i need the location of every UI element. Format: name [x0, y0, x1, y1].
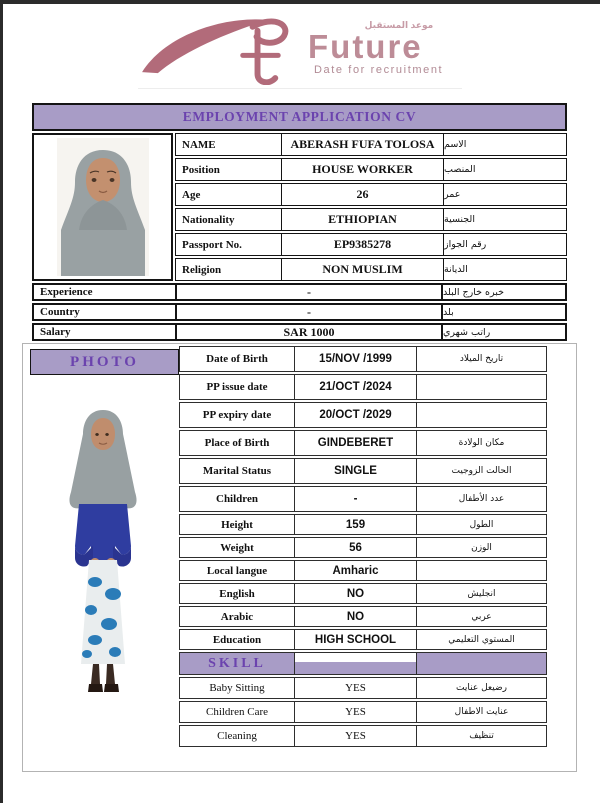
table-row [175, 183, 567, 206]
row-arabic-label: عمر [443, 184, 566, 205]
skill-arabic-label: عنايت الاطفال [416, 702, 546, 722]
row-arabic-label: مكان الولادة [416, 431, 546, 455]
table-row [179, 606, 547, 627]
skill-row [179, 677, 547, 699]
table-row [175, 133, 567, 156]
row-value: - [307, 304, 311, 319]
table-row [32, 283, 567, 301]
row-label: Children [180, 487, 295, 511]
row-label: Height [180, 515, 295, 534]
row-arabic-label: الاسم [443, 134, 566, 155]
table-row [175, 258, 567, 281]
table-row [179, 629, 547, 650]
row-value: GINDEBERET [317, 437, 394, 449]
skill-row [179, 725, 547, 747]
application-table [32, 103, 567, 341]
skill-arabic-label: تنظيف [416, 726, 546, 746]
table-row [175, 208, 567, 231]
row-label: Weight [180, 538, 295, 557]
row-label: Education [180, 630, 295, 649]
row-label: Marital Status [180, 459, 295, 483]
row-arabic-label: الطول [416, 515, 546, 534]
details-table [179, 346, 547, 747]
table-row [175, 233, 567, 256]
row-label: NAME [176, 134, 282, 155]
table-row [179, 486, 547, 512]
logo-arabic-text: موعد المستقبل [364, 20, 434, 31]
table-row [179, 430, 547, 456]
row-label: Date of Birth [180, 347, 295, 371]
logo-tagline: Date for recruitment [314, 63, 444, 76]
full-length-photo [45, 396, 161, 706]
row-arabic-label: عربي [416, 607, 546, 626]
row-arabic-label: المستوي التعليمي [416, 630, 546, 649]
application-table-body [32, 133, 567, 281]
row-value: NO [346, 610, 365, 623]
row-value: NO [346, 587, 365, 600]
row-arabic-label [416, 403, 546, 427]
agency-logo [138, 8, 462, 89]
scan-edge-top [0, 0, 600, 4]
row-value: 56 [349, 541, 362, 554]
row-arabic-label: تاريخ الميلاد [416, 347, 546, 371]
row-value: - [353, 493, 358, 505]
row-arabic-label: بلد [441, 305, 565, 319]
row-value: 26 [356, 187, 369, 201]
row-value: 20/OCT /2029 [319, 409, 392, 421]
table-row [179, 402, 547, 428]
row-value: 159 [345, 518, 366, 531]
skill-value: YES [345, 682, 366, 694]
row-arabic-label [416, 375, 546, 399]
skill-label: Baby Sitting [180, 678, 295, 698]
row-arabic-label [416, 561, 546, 580]
row-value: 15/NOV /1999 [319, 353, 392, 365]
row-arabic-label: الحالت الزوجيت [416, 459, 546, 483]
row-value: NON MUSLIM [322, 262, 403, 276]
details-section [22, 343, 577, 772]
logo-brand-name: Future [308, 28, 423, 66]
row-arabic-label: خبره خارج البلد [441, 285, 565, 299]
skill-section-header-row [179, 652, 547, 675]
skill-label: Children Care [180, 702, 295, 722]
skill-header-spacer-arabic [416, 653, 546, 674]
table-row [179, 346, 547, 372]
table-row [32, 303, 567, 321]
skill-header-spacer [295, 653, 416, 674]
row-arabic-label: المنصب [443, 159, 566, 180]
row-arabic-label: الوزن [416, 538, 546, 557]
row-arabic-label: الديانة [443, 259, 566, 280]
application-rows [175, 133, 567, 281]
row-arabic-label: رقم الجواز [443, 234, 566, 255]
row-arabic-label: الجنسية [443, 209, 566, 230]
scan-edge-left [0, 0, 3, 803]
row-label: PP issue date [180, 375, 295, 399]
row-label: Passport No. [176, 234, 282, 255]
row-label: Religion [176, 259, 282, 280]
row-arabic-label: راتب شهري [441, 325, 565, 339]
row-arabic-label: انجليش [416, 584, 546, 603]
row-label: Place of Birth [180, 431, 295, 455]
row-label: Age [176, 184, 282, 205]
row-value: ETHIOPIAN [328, 212, 397, 226]
row-label: Nationality [176, 209, 282, 230]
row-arabic-label: عدد الأطفال [416, 487, 546, 511]
row-value: - [307, 284, 311, 299]
skill-value: YES [345, 730, 366, 742]
logo-text-block [308, 20, 443, 75]
row-label: English [180, 584, 295, 603]
table-row [179, 514, 547, 535]
row-value: HIGH SCHOOL [314, 633, 397, 646]
table-row [179, 537, 547, 558]
row-value: HOUSE WORKER [312, 162, 413, 176]
row-value: ABERASH FUFA TOLOSA [290, 137, 435, 151]
table-row [179, 583, 547, 604]
row-label: Local langue [180, 561, 295, 580]
row-value: EP9385278 [333, 237, 392, 251]
table-row [32, 323, 567, 341]
portrait-photo-cell [32, 133, 173, 281]
row-label: PP expiry date [180, 403, 295, 427]
row-value: SAR 1000 [283, 324, 335, 339]
row-label: Arabic [180, 607, 295, 626]
skill-label: Cleaning [180, 726, 295, 746]
row-value: 21/OCT /2024 [319, 381, 392, 393]
row-value: SINGLE [334, 465, 377, 477]
skill-section-header: SKILL [180, 653, 295, 674]
skill-value: YES [345, 706, 366, 718]
application-bottom-rows [32, 283, 567, 341]
photo-section-header: PHOTO [30, 349, 179, 375]
portrait-photo [57, 138, 149, 276]
table-row [179, 374, 547, 400]
row-label: Country [34, 305, 177, 319]
table-row [179, 458, 547, 484]
row-value: Amharic [332, 564, 379, 577]
logo-swoosh-icon [138, 11, 306, 85]
table-row [175, 158, 567, 181]
skill-row [179, 701, 547, 723]
table-row [179, 560, 547, 581]
row-label: Position [176, 159, 282, 180]
table-title: EMPLOYMENT APPLICATION CV [32, 103, 567, 131]
skill-arabic-label: رضيعل عنايت [416, 678, 546, 698]
row-label: Experience [34, 285, 177, 299]
row-label: Salary [34, 325, 177, 339]
